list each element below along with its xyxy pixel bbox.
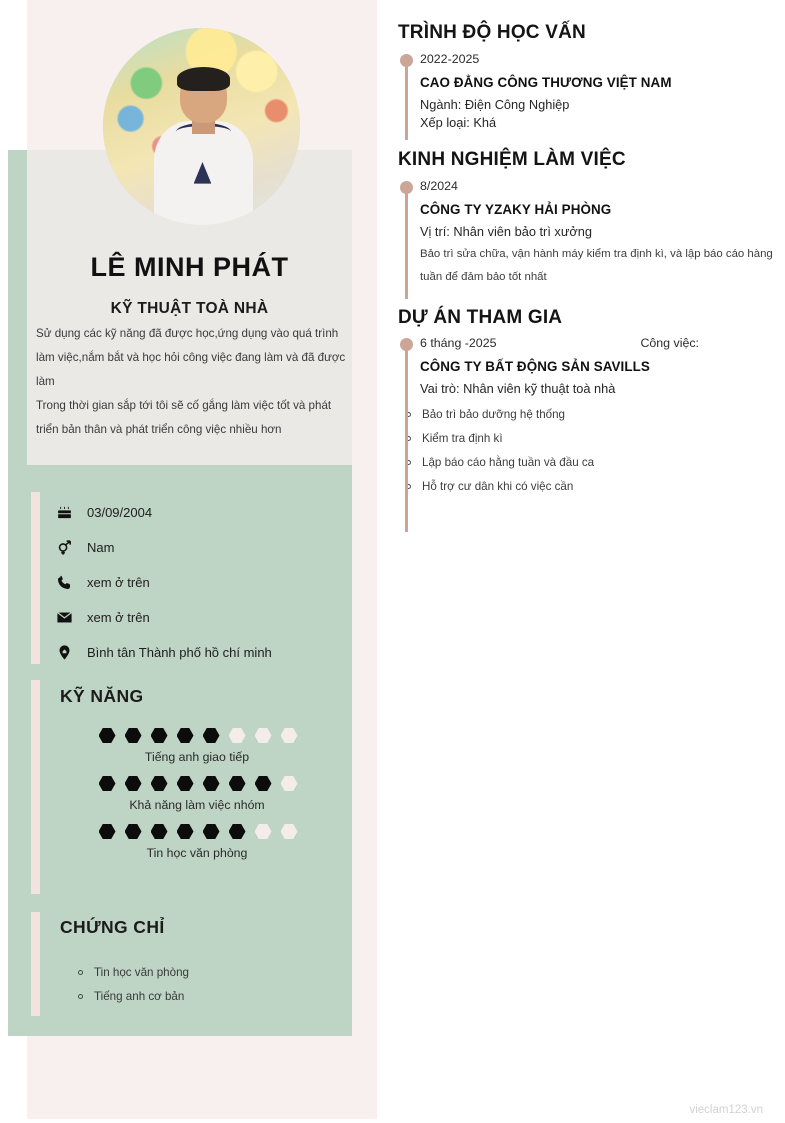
hex-filled [177, 728, 194, 743]
hex-filled [151, 824, 168, 839]
hex-filled [151, 728, 168, 743]
hex-filled [229, 824, 246, 839]
summary-paragraph-1: Sử dụng các kỹ năng đã được học,ứng dụng vào quá trình làm việc,nắm bắt và học hỏi công việc đang làm và đã được làm [36, 327, 346, 388]
projects-side-label: Công việc: [640, 336, 699, 351]
project-task-item [420, 474, 785, 498]
skill-item [52, 776, 342, 812]
project-task-label: Hỗ trợ cư dân khi có việc cần [422, 479, 574, 493]
project-task-label: Kiểm tra định kì [422, 431, 503, 445]
education-grade: Xếp loại: Khá [420, 114, 497, 130]
contact-row-gender [52, 530, 342, 565]
contact-row-birthday [52, 495, 342, 530]
projects-heading: DỰ ÁN THAM GIA [398, 306, 563, 328]
experience-organization: CÔNG TY YZAKY HẢI PHÒNG [420, 201, 612, 217]
hex-filled [99, 776, 116, 791]
projects-task-list [420, 402, 785, 498]
certificates-accent-bar [31, 912, 40, 1016]
hex-empty [281, 728, 298, 743]
education-major: Ngành: Điện Công Nghiệp [420, 96, 570, 112]
projects-date: 6 tháng -2025 [420, 336, 497, 351]
certificate-item [78, 984, 338, 1008]
education-date: 2022-2025 [420, 51, 480, 66]
hex-filled [255, 776, 272, 791]
birthday-cake-icon [52, 502, 76, 524]
hex-filled [229, 776, 246, 791]
projects-date-row [420, 335, 785, 350]
hex-filled [125, 728, 142, 743]
profile-photo [103, 28, 300, 225]
education-heading: TRÌNH ĐỘ HỌC VẤN [398, 22, 586, 43]
hex-filled [99, 824, 116, 839]
hex-empty [281, 824, 298, 839]
projects-organization: CÔNG TY BẤT ĐỘNG SẢN SAVILLS [420, 359, 650, 375]
timeline-line [405, 343, 408, 532]
hex-filled [125, 824, 142, 839]
skills-list [52, 728, 342, 872]
candidate-summary [32, 322, 350, 442]
experience-heading: KINH NGHIỆM LÀM VIỆC [398, 148, 626, 170]
bullet-ring-icon [78, 994, 83, 999]
project-task-item [420, 450, 785, 474]
timeline-line [405, 186, 408, 299]
skills-heading: KỸ NĂNG [60, 686, 144, 706]
contact-value-phone: xem ở trên [87, 575, 150, 590]
skill-item [52, 824, 342, 860]
contact-row-email[interactable] [52, 600, 342, 635]
certificates-list [78, 960, 338, 1008]
timeline-dot [400, 181, 413, 194]
projects-entry [398, 335, 785, 532]
hex-filled [203, 824, 220, 839]
hex-filled [125, 776, 142, 791]
hex-filled [203, 728, 220, 743]
certificate-label: Tiếng anh cơ bản [94, 989, 185, 1003]
right-column [398, 0, 785, 532]
hex-filled [151, 776, 168, 791]
contact-list [52, 495, 342, 670]
contact-row-address [52, 635, 342, 670]
hex-filled [177, 824, 194, 839]
hex-empty [255, 728, 272, 743]
site-watermark: vieclam123.vn [689, 1104, 763, 1116]
skill-label: Tin học văn phòng [146, 846, 248, 860]
certificates-heading: CHỨNG CHỈ [60, 917, 165, 937]
timeline-dot [400, 338, 413, 351]
timeline-dot [400, 54, 413, 67]
gender-icon [52, 537, 76, 559]
skill-rating-hexagons [52, 824, 342, 839]
page-bottom-edge [0, 1119, 785, 1123]
project-task-label: Bảo trì bảo dưỡng hệ thống [422, 407, 565, 421]
experience-date: 8/2024 [420, 178, 458, 193]
hex-filled [203, 776, 220, 791]
contact-value-address: Bình tân Thành phố hồ chí minh [87, 645, 272, 660]
project-task-item [420, 426, 785, 450]
contact-row-phone[interactable] [52, 565, 342, 600]
experience-description: Bảo trì sửa chữa, vận hành máy kiểm tra định kì, và lập báo cáo hàng tuần để đảm bảo tốt nhất [420, 247, 773, 283]
experience-entry [398, 178, 785, 299]
email-icon [52, 607, 76, 629]
page-left-edge [0, 0, 8, 1123]
candidate-name: LÊ MINH PHÁT [90, 252, 289, 282]
contact-value-birthday: 03/09/2004 [87, 505, 153, 520]
hex-empty [281, 776, 298, 791]
location-pin-icon [52, 642, 76, 664]
candidate-job-title: KỸ THUẬT TOÀ NHÀ [110, 300, 269, 317]
certificate-item [78, 960, 338, 984]
photo-person-hair [177, 67, 230, 91]
education-entry [398, 51, 785, 140]
skills-accent-bar [31, 680, 40, 894]
skill-label: Khả năng làm việc nhóm [129, 798, 265, 812]
skill-rating-hexagons [52, 776, 342, 791]
summary-paragraph-2: Trong thời gian sắp tới tôi sẽ cố gắng làm việc tốt và phát triển bản thân và phát triển công việc nhiều hơn [36, 399, 332, 436]
contact-accent-bar [31, 492, 40, 664]
education-organization: CAO ĐẲNG CÔNG THƯƠNG VIỆT NAM [420, 74, 672, 90]
phone-icon [52, 572, 76, 594]
bullet-ring-icon [78, 970, 83, 975]
projects-role: Vai trò: Nhân viên kỹ thuật toà nhà [420, 381, 616, 397]
project-task-label: Lập báo cáo hằng tuần và đầu ca [422, 455, 595, 469]
certificate-label: Tin học văn phòng [94, 965, 189, 979]
experience-position: Vị trí: Nhân viên bảo trì xưởng [420, 223, 593, 239]
timeline-line [405, 59, 408, 140]
contact-value-gender: Nam [87, 540, 115, 555]
skill-label: Tiếng anh giao tiếp [144, 750, 250, 764]
project-task-item [420, 402, 785, 426]
hex-filled [99, 728, 116, 743]
hex-empty [255, 824, 272, 839]
hex-filled [177, 776, 194, 791]
skill-item [52, 728, 342, 764]
contact-value-email: xem ở trên [87, 610, 150, 625]
skill-rating-hexagons [52, 728, 342, 743]
hex-empty [229, 728, 246, 743]
